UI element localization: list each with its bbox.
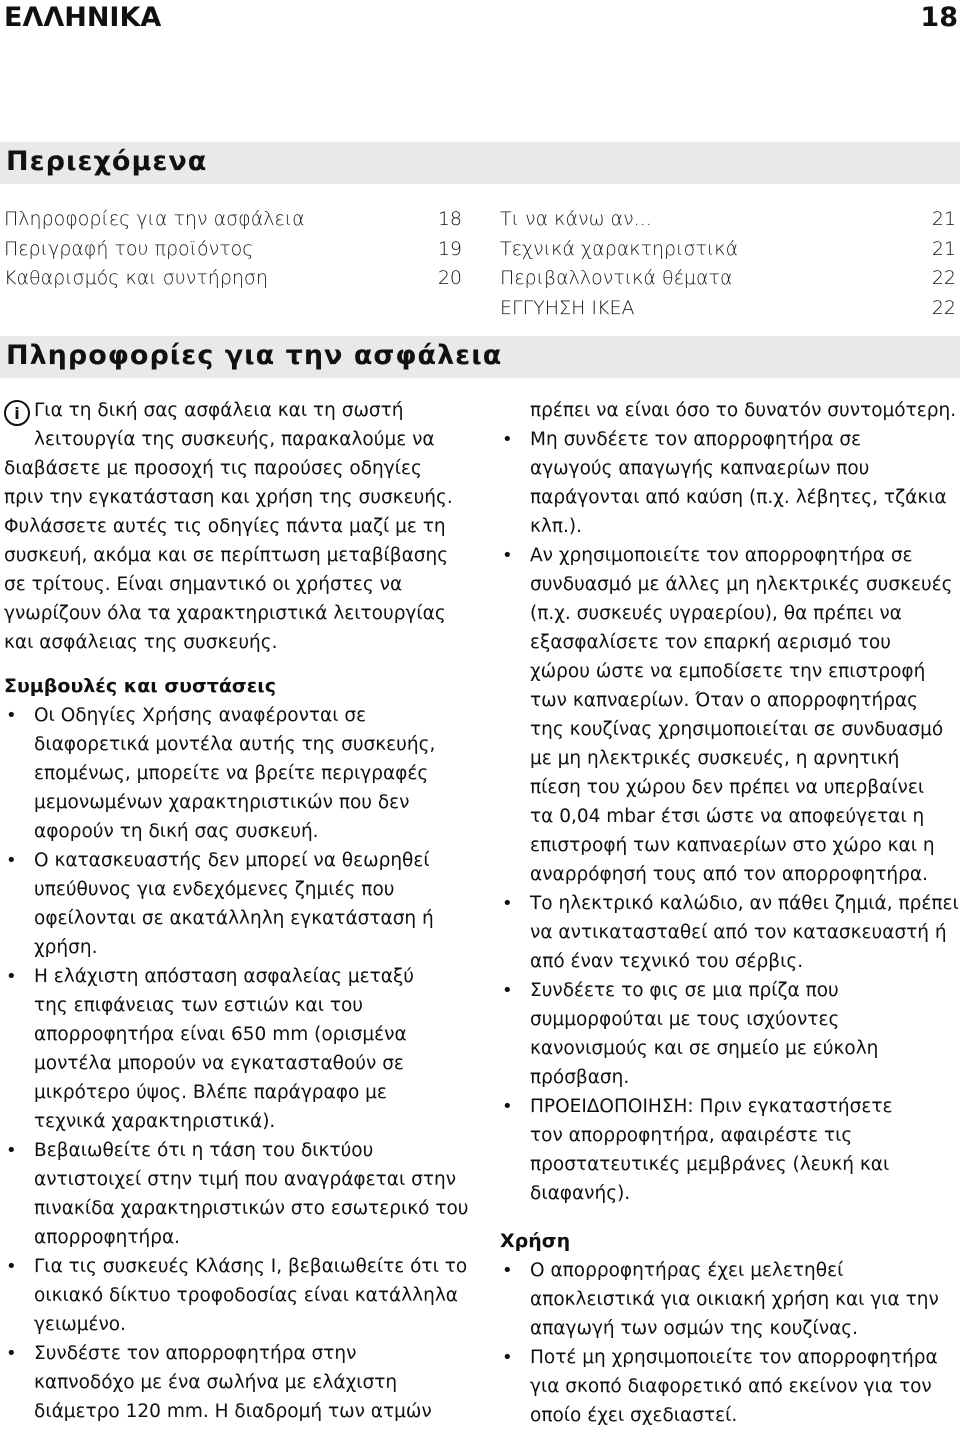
list-line: • ΠΡΟΕΙΔΟΠΟΙΗΣΗ: Πριν εγκαταστήσετε xyxy=(530,1096,893,1117)
list-line: • Η ελάχιστη απόσταση ασφαλείας μεταξύ xyxy=(34,966,414,987)
list-line: υπεύθυνος για ενδεχόμενες ζημιές που xyxy=(34,879,395,900)
tips-heading: Συμβουλές και συστάσεις xyxy=(4,675,276,697)
list-line: διαφορετικά μοντέλα αυτής της συσκευής, xyxy=(34,734,436,755)
list-item xyxy=(4,962,474,1136)
tips-list-continued xyxy=(500,425,959,1208)
toc-entry[interactable] xyxy=(4,235,462,265)
list-line: • Οι Οδηγίες Χρήσης αναφέρονται σε xyxy=(34,705,367,726)
list-line: • Ποτέ μη χρησιμοποιείτε τον απορροφητήρα xyxy=(530,1347,938,1368)
list-line: αποκλειστικά για οικιακή χρήση και για την xyxy=(530,1289,939,1310)
list-line: παράγονται από καύση (π.χ. λέβητες, τζάκια xyxy=(530,487,947,508)
list-line: • Το ηλεκτρικό καλώδιο, αν πάθει ζημιά, πρέπει xyxy=(530,893,959,914)
list-line: χρήση. xyxy=(34,937,98,958)
list-line: από έναν τεχνικό του σέρβις. xyxy=(530,951,804,972)
intro-line: συσκευή, ακόμα και σε περίπτωση μεταβίβασης xyxy=(4,545,449,566)
list-line: κλπ.). xyxy=(530,516,582,537)
toc-left xyxy=(4,205,462,294)
list-line: τα 0,04 mbar έτσι ώστε να αποφεύγεται η xyxy=(530,806,925,827)
list-line: αφορούν τη δική σας συσκευή. xyxy=(34,821,319,842)
toc-label: Πληροφορίες για την ασφάλεια xyxy=(4,208,305,230)
list-line: αγωγούς απαγωγής καπναερίων που xyxy=(530,458,870,479)
list-line: χώρου ώστε να εμποδίσετε την επιστροφή xyxy=(530,661,926,682)
list-line: γειωμένο. xyxy=(34,1314,127,1335)
list-line: προστατευτικές μεμβράνες (λευκή και xyxy=(530,1154,890,1175)
list-line: πίεση του χώρου δεν πρέπει να υπερβαίνει xyxy=(530,777,925,798)
list-item xyxy=(4,1252,474,1339)
list-line: • Για τις συσκευές Κλάσης I, βεβαιωθείτε ότι το xyxy=(34,1256,468,1277)
list-line: καπνοδόχο με ένα σωλήνα με ελάχιστη xyxy=(34,1372,398,1393)
intro-line: Φυλάσσετε αυτές τις οδηγίες πάντα μαζί με τη xyxy=(4,516,446,537)
toc-label: Τεχνικά χαρακτηριστικά xyxy=(500,237,739,260)
toc-entry[interactable] xyxy=(500,264,956,294)
contents-heading-bar xyxy=(0,142,960,184)
list-line: αντιστοιχεί στην τιμή που αναγράφεται στην xyxy=(34,1169,457,1190)
language-label: ΕΛΛΗΝΙΚΑ xyxy=(4,2,162,33)
toc-page: 19 xyxy=(437,237,462,260)
list-line: διαφανής). xyxy=(530,1183,631,1204)
toc-right xyxy=(500,205,956,323)
toc-entry[interactable] xyxy=(500,294,956,324)
list-line: μοντέλα μπορούν να εγκατασταθούν σε xyxy=(34,1053,404,1074)
toc-page: 22 xyxy=(931,267,956,289)
intro-line: πριν την εγκατάσταση και χρήση της συσκευής. xyxy=(4,487,453,508)
use-list xyxy=(500,1256,956,1430)
list-line: μεμονωμένων χαρακτηριστικών που δεν xyxy=(34,792,410,813)
list-line: (π.χ. συσκευές υγραερίου), θα πρέπει να xyxy=(530,603,902,624)
toc-label: Καθαρισμός και συντήρηση xyxy=(4,267,269,289)
list-line: συμμορφούται με τους ισχύοντες xyxy=(530,1009,840,1030)
list-line: πρόσβαση. xyxy=(530,1067,630,1088)
list-line: με μη ηλεκτρικές συσκευές, η αρνητική xyxy=(530,748,900,769)
list-line: • Βεβαιωθείτε ότι η τάση του δικτύου xyxy=(34,1140,374,1161)
list-line: κανονισμούς και σε σημείο με εύκολη xyxy=(530,1038,879,1059)
page-header xyxy=(0,0,960,40)
list-line: οποίο έχει σχεδιαστεί. xyxy=(530,1405,738,1426)
list-line: • Ο κατασκευαστής δεν μπορεί να θεωρηθεί xyxy=(34,850,430,871)
list-line: συνδυασμό με άλλες μη ηλεκτρικές συσκευές xyxy=(530,574,953,595)
right-column xyxy=(500,396,959,1430)
use-heading: Χρήση xyxy=(500,1230,571,1252)
list-line: διάμετρο 120 mm. Η διαδρομή των ατμών xyxy=(34,1401,432,1422)
list-item xyxy=(500,976,956,1092)
intro-line: και ασφάλειας της συσκευής. xyxy=(4,632,278,653)
contents-title: Περιεχόμενα xyxy=(6,146,208,177)
list-item xyxy=(500,1256,956,1343)
list-line: εξασφαλίσετε τον επαρκή αερισμό του xyxy=(530,632,891,653)
list-item xyxy=(4,1136,474,1252)
continuation-line: πρέπει να είναι όσο το δυνατόν συντομότερη. xyxy=(530,400,957,421)
toc-page: 21 xyxy=(931,208,956,230)
list-line: για σκοπό διαφορετικό από εκείνον για τον xyxy=(530,1376,932,1397)
list-line: μικρότερο ύψος. Βλέπε παράγραφο με xyxy=(34,1082,387,1103)
toc-label: Περιβαλλοντικά θέματα xyxy=(500,267,733,289)
list-line: των καπναερίων. Όταν ο απορροφητήρας xyxy=(530,690,919,711)
list-line: απαγωγή των οσμών της κουζίνας. xyxy=(530,1318,859,1339)
list-line: τον απορροφητήρα, αφαιρέστε τις xyxy=(530,1125,853,1146)
toc-page: 20 xyxy=(437,267,462,289)
list-line: οφείλονται σε ακατάλληλη εγκατάσταση ή xyxy=(34,908,434,929)
list-line: της κουζίνας χρησιμοποιείται σε συνδυασμό xyxy=(530,719,944,740)
intro-line: Για τη δική σας ασφάλεια και τη σωστή xyxy=(34,400,404,421)
list-line: επομένως, μπορείτε να βρείτε περιγραφές xyxy=(34,763,429,784)
toc-label: Τι να κάνω αν... xyxy=(500,208,652,230)
intro-line: σε τρίτους. Είναι σημαντικό οι χρήστες να xyxy=(4,574,403,595)
tips-list xyxy=(4,701,474,1426)
intro-line: λειτουργία της συσκευής, παρακαλούμε να xyxy=(34,429,435,450)
toc-label: Περιγραφή του προϊόντος xyxy=(4,237,254,260)
safety-title: Πληροφορίες για την ασφάλεια xyxy=(6,340,503,371)
list-line: απορροφητήρα. xyxy=(34,1227,181,1248)
list-line: της επιφάνειας των εστιών και του xyxy=(34,995,363,1016)
list-item xyxy=(4,701,474,846)
list-line: οικιακό δίκτυο τροφοδοσίας είναι κατάλληλα xyxy=(34,1285,458,1306)
list-line: • Συνδέστε τον απορροφητήρα στην xyxy=(34,1343,357,1364)
toc-entry[interactable] xyxy=(500,205,956,235)
safety-intro xyxy=(4,396,474,657)
list-line: απορροφητήρα είναι 650 mm (ορισμένα xyxy=(34,1024,407,1045)
list-item xyxy=(500,1343,956,1430)
page-number: 18 xyxy=(920,2,958,33)
list-item xyxy=(500,889,959,976)
list-line: • Συνδέετε το φις σε μια πρίζα που xyxy=(530,980,839,1001)
list-line: αναρρόφησή τους από τον απορροφητήρα. xyxy=(530,864,928,885)
list-item xyxy=(4,846,474,962)
toc-page: 21 xyxy=(931,237,956,260)
intro-line: γνωρίζουν όλα τα χαρακτηριστικά λειτουργίας xyxy=(4,603,446,624)
list-line: • Μη συνδέετε τον απορροφητήρα σε xyxy=(530,429,862,450)
intro-line: διαβάσετε με προσοχή τις παρούσες οδηγίες xyxy=(4,458,422,479)
toc-entry[interactable] xyxy=(4,264,462,294)
list-line: • Αν χρησιμοποιείτε τον απορροφητήρα σε xyxy=(530,545,913,566)
list-line: επιστροφή των καπναερίων στο χώρο και η xyxy=(530,835,935,856)
list-item xyxy=(500,1092,956,1208)
toc-entry[interactable] xyxy=(500,235,956,265)
safety-heading-bar xyxy=(0,336,960,378)
toc-page: 18 xyxy=(437,208,462,230)
list-item xyxy=(500,541,956,889)
left-column xyxy=(4,396,474,1426)
list-line: πινακίδα χαρακτηριστικών στο εσωτερικό του xyxy=(34,1198,469,1219)
list-line: να αντικατασταθεί από τον κατασκευαστή ή xyxy=(530,922,947,943)
list-item xyxy=(500,425,956,541)
list-line: τεχνικά χαρακτηριστικά). xyxy=(34,1111,276,1132)
toc-label: ΕΓΓΥΗΣΗ ΙΚΕΑ xyxy=(500,296,635,319)
list-line: • Ο απορροφητήρας έχει μελετηθεί xyxy=(530,1260,844,1281)
info-icon: i xyxy=(4,400,30,426)
toc-page: 22 xyxy=(931,296,956,319)
list-item xyxy=(4,1339,474,1426)
toc-entry[interactable] xyxy=(4,205,462,235)
